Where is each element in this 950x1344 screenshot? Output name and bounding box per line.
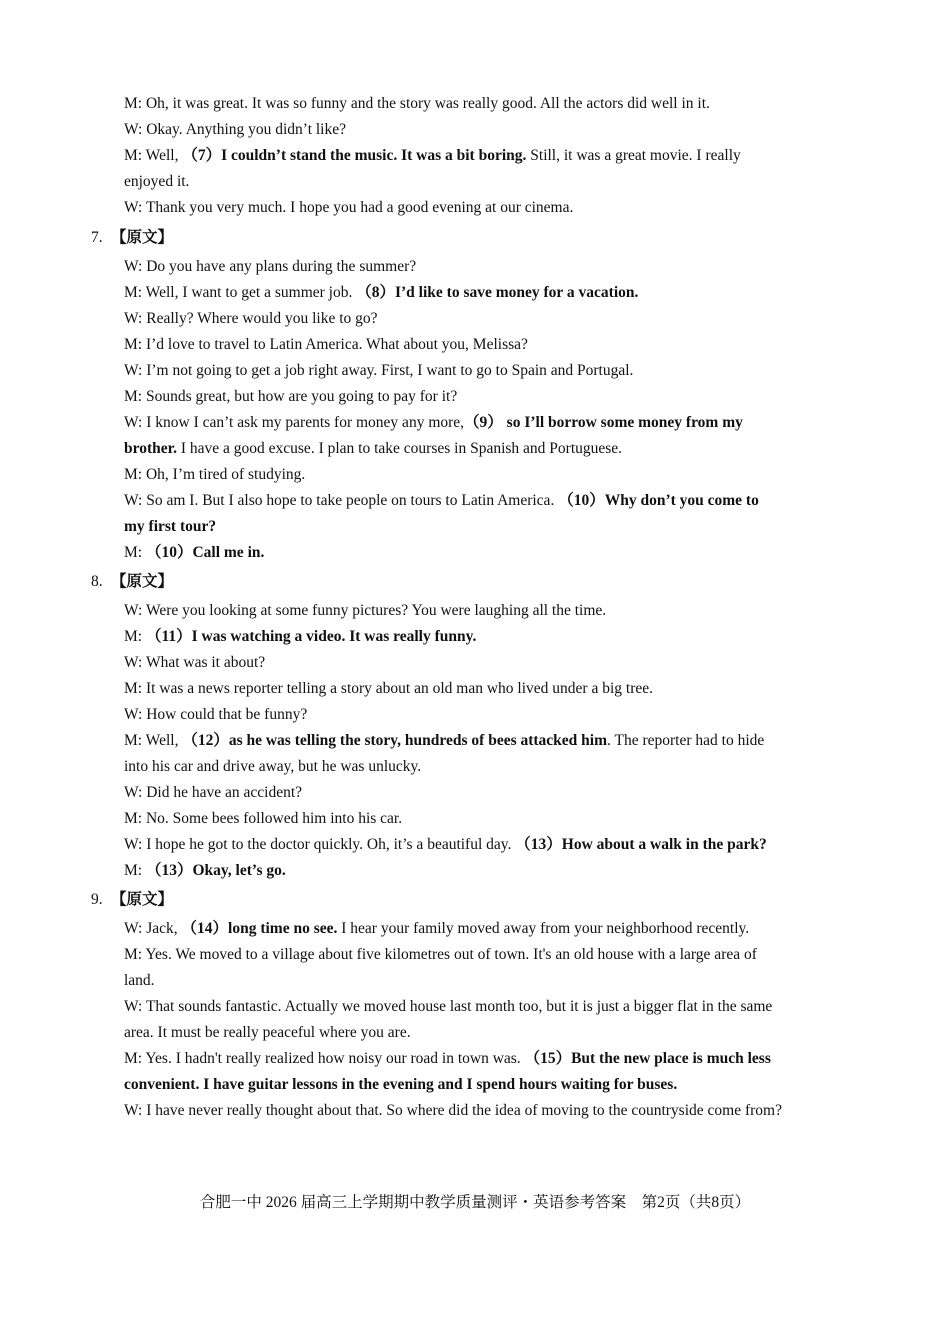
- section-number: 9.: [91, 891, 103, 908]
- dialogue-text: W: I hope he got to the doctor quickly. Oh, it’s a beautiful day.: [124, 836, 516, 853]
- answer-highlight: （12）as he was telling the story, hundreds of bees attacked him: [182, 732, 608, 749]
- dialogue-text: M: Well,: [124, 147, 183, 164]
- dialogue-text: M: Oh, I’m tired of studying.: [124, 466, 306, 483]
- transcript-line: [124, 809, 402, 829]
- page-footer: 合肥一中 2026 届高三上学期期中教学质量测评・英语参考答案 第2页（共8页）: [199, 1194, 751, 1211]
- answer-highlight: （13）How about a walk in the park?: [515, 836, 767, 853]
- answer-highlight: （10）Call me in.: [145, 544, 265, 561]
- transcript-line: [124, 491, 759, 511]
- answer-highlight: （10）Why don’t you come to: [558, 492, 759, 509]
- dialogue-text: M: Well, I want to get a summer job.: [124, 284, 357, 301]
- transcript-line: [124, 146, 741, 166]
- transcript-line: [124, 198, 573, 218]
- transcript-line: [124, 1101, 782, 1121]
- dialogue-text: enjoyed it.: [124, 173, 190, 190]
- dialogue-text: I have a good excuse. I plan to take courses in Spanish and Portuguese.: [176, 440, 623, 457]
- transcript-line: [124, 757, 421, 777]
- transcript-line: [124, 731, 764, 751]
- transcript-line: [124, 997, 772, 1017]
- section-number: 8.: [91, 573, 103, 590]
- transcript-line: [124, 517, 216, 537]
- transcript-line: [124, 172, 189, 192]
- dialogue-text: M: Oh, it was great. It was so funny and the story was really good. All the actors did well in it.: [124, 95, 710, 112]
- dialogue-text: W: Jack,: [124, 920, 182, 937]
- answer-highlight: （8）I’d like to save money for a vacation.: [356, 284, 639, 301]
- dialogue-text: W: Thank you very much. I hope you had a good evening at our cinema.: [124, 199, 574, 216]
- dialogue-text: M:: [124, 544, 146, 561]
- dialogue-text: W: I’m not going to get a job right away. First, I want to go to Spain and Portugal.: [124, 362, 634, 379]
- transcript-line: [124, 465, 305, 485]
- transcript-line: [124, 861, 286, 881]
- transcript-line: [124, 705, 307, 725]
- transcript-line: [124, 361, 633, 381]
- transcript-line: [124, 627, 476, 647]
- dialogue-text: area. It must be really peaceful where you are.: [124, 1024, 411, 1041]
- answer-highlight: convenient. I have guitar lessons in the evening and I spend hours waiting for buses.: [124, 1076, 678, 1093]
- dialogue-text: W: Do you have any plans during the summer?: [124, 258, 417, 275]
- dialogue-text: into his car and drive away, but he was unlucky.: [124, 758, 422, 775]
- dialogue-text: M: No. Some bees followed him into his car.: [124, 810, 403, 827]
- dialogue-text: W: What was it about?: [124, 654, 266, 671]
- section-number: 7.: [91, 229, 103, 246]
- transcript-line: [124, 679, 653, 699]
- answer-highlight: （13）Okay, let’s go.: [145, 862, 286, 879]
- transcript-line: [124, 257, 416, 277]
- section-label: 【原文】: [111, 891, 174, 908]
- dialogue-text: W: I have never really thought about that. So where did the idea of moving to the countryside come from?: [124, 1102, 782, 1119]
- section-label: 【原文】: [111, 573, 174, 590]
- dialogue-text: . The reporter had to hide: [607, 732, 765, 749]
- dialogue-text: M: It was a news reporter telling a story about an old man who lived under a big tree.: [124, 680, 654, 697]
- dialogue-text: M:: [124, 628, 146, 645]
- answer-highlight: （15）But the new place is much less: [524, 1050, 771, 1067]
- transcript-line: [124, 971, 155, 991]
- dialogue-text: land.: [124, 972, 155, 989]
- transcript-line: [124, 94, 710, 114]
- answer-highlight: （7）I couldn’t stand the music. It was a bit boring.: [182, 147, 527, 164]
- answer-highlight: （9） so I’ll borrow some money from my: [464, 414, 743, 431]
- transcript-line: [124, 120, 346, 140]
- dialogue-text: W: Were you looking at some funny pictures? You were laughing all the time.: [124, 602, 607, 619]
- section-heading: [91, 228, 173, 248]
- transcript-line: [124, 413, 743, 433]
- transcript-line: [124, 601, 606, 621]
- dialogue-text: M: Yes. I hadn't really realized how noisy our road in town was.: [124, 1050, 525, 1067]
- transcript-line: [124, 783, 302, 803]
- transcript-line: [124, 543, 264, 563]
- transcript-line: [124, 945, 757, 965]
- transcript-line: [124, 919, 749, 939]
- transcript-line: [124, 439, 622, 459]
- transcript-line: [124, 653, 265, 673]
- dialogue-text: M: I’d love to travel to Latin America. What about you, Melissa?: [124, 336, 528, 353]
- dialogue-text: W: So am I. But I also hope to take people on tours to Latin America.: [124, 492, 559, 509]
- transcript-line: [124, 387, 457, 407]
- answer-highlight: my first tour?: [124, 518, 217, 535]
- dialogue-text: W: How could that be funny?: [124, 706, 308, 723]
- transcript-line: [124, 1023, 411, 1043]
- answer-highlight: （11）I was watching a video. It was really funny.: [145, 628, 477, 645]
- transcript-line: [124, 1049, 771, 1069]
- dialogue-text: Still, it was a great movie. I really: [526, 147, 741, 164]
- answer-highlight: （14）long time no see.: [181, 920, 338, 937]
- dialogue-text: M: Well,: [124, 732, 183, 749]
- transcript-line: [124, 309, 378, 329]
- transcript-line: [124, 335, 528, 355]
- transcript-line: [124, 283, 638, 303]
- section-label: 【原文】: [111, 229, 174, 246]
- transcript-line: [124, 835, 767, 855]
- dialogue-text: W: Okay. Anything you didn’t like?: [124, 121, 346, 138]
- dialogue-text: M:: [124, 862, 146, 879]
- answer-highlight: brother.: [124, 440, 177, 457]
- section-heading: [91, 890, 173, 910]
- dialogue-text: W: Really? Where would you like to go?: [124, 310, 378, 327]
- dialogue-text: M: Yes. We moved to a village about five kilometres out of town. It's an old house with a large area of: [124, 946, 757, 963]
- section-heading: [91, 572, 173, 592]
- transcript-line: [124, 1075, 677, 1095]
- dialogue-text: M: Sounds great, but how are you going to pay for it?: [124, 388, 458, 405]
- dialogue-text: W: Did he have an accident?: [124, 784, 303, 801]
- dialogue-text: W: I know I can’t ask my parents for money any more,: [124, 414, 465, 431]
- dialogue-text: I hear your family moved away from your neighborhood recently.: [337, 920, 750, 937]
- dialogue-text: W: That sounds fantastic. Actually we moved house last month too, but it is just a bigger flat in the same: [124, 998, 773, 1015]
